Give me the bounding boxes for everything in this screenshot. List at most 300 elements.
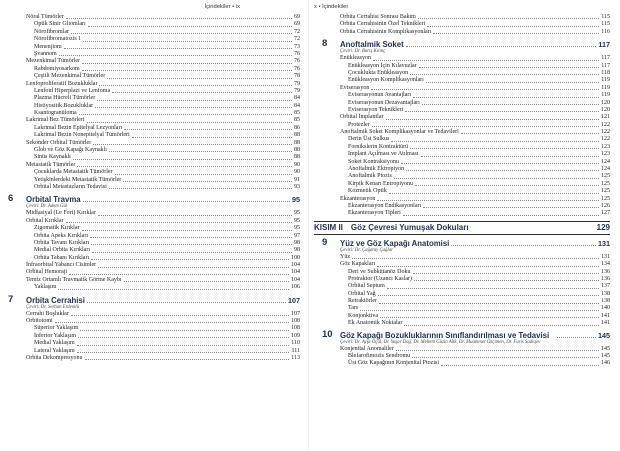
chapter-translator: Çeviri: Dr. Çağatay Çağlar xyxy=(340,247,394,253)
toc-entry-page-number: 116 xyxy=(601,28,610,35)
toc-entry-title: Konjonktiva xyxy=(348,312,378,319)
dot-leader xyxy=(414,279,599,281)
toc-entry[interactable] xyxy=(340,85,610,92)
chapter-number: 7 xyxy=(8,293,14,305)
toc-entry-page-number: 111 xyxy=(291,347,300,354)
toc-entry-page-number: 84 xyxy=(294,102,300,109)
dot-leader xyxy=(92,251,292,253)
toc-entry[interactable] xyxy=(26,88,300,95)
toc-entry-title: Orbita Cerrahisinin Özel Teknikleri xyxy=(340,21,426,28)
toc-entry-title: Orbital Kırıklar xyxy=(26,217,64,224)
toc-entry-page-number: 136 xyxy=(601,275,610,282)
toc-entry[interactable] xyxy=(340,298,610,305)
dot-leader xyxy=(410,147,599,149)
toc-entry-page-number: 90 xyxy=(294,169,300,176)
toc-entry-title: Protezler xyxy=(348,121,370,128)
toc-entry[interactable] xyxy=(26,103,300,110)
toc-entry-page-number: 141 xyxy=(601,312,610,319)
toc-entry-title: Tars xyxy=(348,305,359,312)
toc-entry-page-number: 95 xyxy=(294,225,300,232)
toc-entry[interactable] xyxy=(26,325,300,332)
dot-leader xyxy=(98,214,292,216)
toc-entry-title: Lenfoid Hiperplazi ve Lenfoma xyxy=(34,87,111,94)
toc-entry-title: Eviserasyon xyxy=(340,84,370,91)
dot-leader xyxy=(401,162,599,164)
toc-entry[interactable] xyxy=(340,360,610,367)
toc-entry-title: Retraktörler xyxy=(348,298,377,305)
toc-entry-page-number: 88 xyxy=(294,147,300,154)
toc-entry-title: Lakrimal Bez Tümörleri xyxy=(26,117,85,124)
chapter-page-number: 95 xyxy=(292,195,300,205)
toc-entry[interactable] xyxy=(26,58,300,65)
toc-entry[interactable] xyxy=(26,318,300,325)
toc-entry[interactable] xyxy=(26,21,300,28)
dot-leader xyxy=(82,229,293,231)
toc-entry-title: Çeşitli Mezenkimal Tümörler xyxy=(34,73,106,80)
toc-entry-title: İnfraorbital Yabancı Cisimler xyxy=(26,262,97,269)
dot-leader xyxy=(85,358,290,360)
toc-entry[interactable] xyxy=(26,154,300,161)
chapter-translator: Çeviri: Dr. Adem Gül xyxy=(26,204,68,210)
dot-leader xyxy=(427,25,599,27)
toc-entry-page-number: 138 xyxy=(601,290,610,297)
dot-leader xyxy=(88,25,292,27)
dot-leader xyxy=(59,54,292,56)
dot-leader xyxy=(373,59,599,61)
toc-entry[interactable] xyxy=(26,81,300,88)
toc-entry-page-number: 120 xyxy=(601,106,610,113)
toc-entry[interactable] xyxy=(26,177,300,184)
toc-entry-page-number: 93 xyxy=(294,183,300,190)
dot-leader xyxy=(82,69,292,71)
toc-entry-page-number: 88 xyxy=(294,132,300,139)
toc-entry-title: Enükleasyon xyxy=(340,55,371,62)
chapter-10-heading[interactable] xyxy=(322,328,610,340)
toc-entry-title: Lenfoproliferatif Bozukluklar xyxy=(26,80,98,87)
toc-entry[interactable] xyxy=(26,340,300,347)
right-page xyxy=(312,0,620,451)
toc-entry-page-number: 120 xyxy=(601,99,610,106)
left-running-header: İçindekiler • ix xyxy=(204,4,240,10)
toc-entry-page-number: 140 xyxy=(601,305,610,312)
toc-list xyxy=(26,311,300,363)
toc-entry-page-number: 145 xyxy=(601,345,610,352)
toc-entry-title: Anoftalmik Ptozis xyxy=(348,173,392,180)
toc-entry[interactable] xyxy=(340,29,610,36)
dot-leader xyxy=(124,128,292,130)
toc-entry[interactable] xyxy=(340,181,610,188)
toc-entry-title: Zigomatik Kırıklar xyxy=(34,225,80,232)
toc-entry-page-number: 134 xyxy=(601,261,610,268)
dot-leader xyxy=(109,150,292,152)
dot-leader xyxy=(419,66,600,68)
toc-entry[interactable] xyxy=(340,100,610,107)
toc-entry[interactable] xyxy=(26,66,300,73)
toc-list xyxy=(340,55,610,218)
toc-entry-page-number: 79 xyxy=(294,87,300,94)
dot-leader xyxy=(421,155,600,157)
dot-leader xyxy=(132,136,292,138)
toc-entry[interactable] xyxy=(26,73,300,80)
dot-leader xyxy=(371,88,599,90)
toc-entry-page-number: 124 xyxy=(601,166,610,173)
chapter-translator: Çeviri: Dr. Barış Kılınç xyxy=(340,49,386,55)
dot-leader xyxy=(451,244,596,246)
dot-leader xyxy=(423,206,599,208)
dot-leader xyxy=(372,125,599,127)
toc-entry[interactable] xyxy=(340,346,610,353)
toc-entry[interactable] xyxy=(26,210,300,217)
toc-entry-title: Temiz Ortamlı Travmatik Görme Kaybı xyxy=(26,276,122,283)
toc-entry-page-number: 137 xyxy=(601,283,610,290)
toc-entry-title: Ekzanterasyon Tipleri xyxy=(348,210,401,217)
toc-entry-title: Plazma Hücreli Tümörler xyxy=(34,95,96,102)
chapter-7-heading[interactable] xyxy=(8,293,300,305)
toc-entry-title: Midfasiyal (Le Fort) Kırıklar xyxy=(26,210,96,217)
chapter-page-number: 107 xyxy=(288,295,300,305)
toc-entry-title: Ksantogranüloma xyxy=(34,110,77,117)
toc-entry-page-number: 138 xyxy=(601,298,610,305)
part-label: KISIM II xyxy=(314,223,343,233)
toc-entry[interactable] xyxy=(26,355,300,362)
toc-entry[interactable] xyxy=(26,36,300,43)
toc-entry[interactable] xyxy=(340,196,610,203)
dot-leader xyxy=(413,272,600,274)
toc-entry-title: Kozmetik Optik xyxy=(348,188,387,195)
dot-leader xyxy=(77,351,290,353)
dot-leader xyxy=(406,169,599,171)
toc-entry-page-number: 125 xyxy=(601,188,610,195)
toc-entry-title: Eviserasyon Teknikleri xyxy=(348,106,404,113)
toc-entry-page-number: 108 xyxy=(291,318,300,325)
toc-entry[interactable] xyxy=(340,55,610,62)
dot-leader xyxy=(404,324,599,326)
toc-entry[interactable] xyxy=(26,140,300,147)
toc-entry-page-number: 125 xyxy=(601,195,610,202)
toc-entry[interactable] xyxy=(340,269,610,276)
dot-leader xyxy=(112,91,292,93)
toc-entry[interactable] xyxy=(340,276,610,283)
dot-leader xyxy=(461,132,599,134)
dot-leader xyxy=(109,187,292,189)
toc-entry[interactable] xyxy=(26,14,300,21)
toc-entry-page-number: 126 xyxy=(601,202,610,209)
toc-entry[interactable] xyxy=(340,210,610,217)
toc-entry[interactable] xyxy=(340,63,610,70)
toc-list xyxy=(26,210,300,291)
toc-entry-page-number: 79 xyxy=(294,80,300,87)
toc-entry[interactable] xyxy=(340,203,610,210)
toc-entry[interactable] xyxy=(26,218,300,225)
toc-entry-page-number: 85 xyxy=(294,117,300,124)
dot-leader xyxy=(99,84,292,86)
dot-leader xyxy=(377,199,599,201)
dot-leader xyxy=(426,81,599,83)
toc-entry[interactable] xyxy=(26,132,300,139)
dot-leader xyxy=(441,364,599,366)
toc-entry[interactable] xyxy=(340,313,610,320)
toc-entry-title: Medial Orbita Kırıkları xyxy=(34,247,90,254)
dot-leader xyxy=(387,287,599,289)
toc-entry-title: Kirpik Kenarı Entropiyonu xyxy=(348,180,413,187)
toc-entry-page-number: 106 xyxy=(291,284,300,291)
toc-entry[interactable] xyxy=(340,114,610,121)
toc-entry-title: Orbita Cerrahisi Sonrası Bakım xyxy=(340,13,416,20)
toc-entry-page-number: 72 xyxy=(294,28,300,35)
toc-entry-title: Üst Göz Kapağının Konjenital Ptozisi xyxy=(348,360,439,367)
toc-entry[interactable] xyxy=(340,21,610,28)
dot-leader xyxy=(352,257,599,259)
toc-entry-title: Nöral Tümörler xyxy=(26,13,64,20)
dot-leader xyxy=(73,158,292,160)
toc-entry[interactable] xyxy=(340,151,610,158)
chapter-translator: Çeviri: Dr. Ayşe Öçal, Dr. Yaşar Dağ, Dr. Meltem Güzin Altk, Dr. Muammer Özçimen, Dr. Faris Sadiqov xyxy=(340,339,541,345)
toc-entry-page-number: 72 xyxy=(294,36,300,43)
toc-entry[interactable] xyxy=(26,184,300,191)
toc-entry-title: Cerrahi Boşluklar xyxy=(26,310,69,317)
toc-entry-page-number: 88 xyxy=(294,139,300,146)
toc-entry[interactable] xyxy=(26,255,300,262)
toc-entry-page-number: 117 xyxy=(601,62,610,69)
toc-entry-title: Sekonder Orbital Tümörler xyxy=(26,139,92,146)
dot-leader xyxy=(403,214,599,216)
toc-entry[interactable] xyxy=(26,44,300,51)
toc-entry[interactable] xyxy=(26,247,300,254)
toc-entry[interactable] xyxy=(26,270,300,277)
toc-entry-page-number: 145 xyxy=(601,353,610,360)
toc-entry[interactable] xyxy=(26,110,300,117)
toc-entry-page-number: 119 xyxy=(601,77,610,84)
dot-leader xyxy=(71,32,292,34)
toc-entry[interactable] xyxy=(26,233,300,240)
toc-entry-page-number: 123 xyxy=(601,143,610,150)
toc-entry[interactable] xyxy=(26,262,300,269)
toc-entry[interactable] xyxy=(26,125,300,132)
dot-leader xyxy=(66,221,293,223)
toc-entry-page-number: 113 xyxy=(291,355,300,361)
toc-entry-title: Yüz xyxy=(340,253,350,260)
toc-entry-page-number: 97 xyxy=(294,232,300,239)
page-gutter xyxy=(308,0,309,451)
dot-leader xyxy=(77,165,292,167)
dot-leader xyxy=(405,110,599,112)
toc-entry-page-number: 90 xyxy=(294,161,300,168)
toc-entry-title: Glob ve Göz Kapağı Kaynaklı xyxy=(34,147,107,154)
dot-leader xyxy=(379,302,599,304)
toc-entry-page-number: 110 xyxy=(291,340,300,347)
toc-entry-page-number: 108 xyxy=(291,325,300,332)
toc-entry-title: Orbita Dekompresyonu xyxy=(26,355,83,361)
right-running-header: x • İçindekiler xyxy=(314,4,349,10)
toc-entry[interactable] xyxy=(26,169,300,176)
toc-entry[interactable] xyxy=(340,136,610,143)
toc-entry-page-number: 88 xyxy=(294,154,300,161)
dot-leader xyxy=(394,177,599,179)
toc-entry[interactable] xyxy=(26,147,300,154)
toc-entry-page-number: 78 xyxy=(294,73,300,80)
toc-entry-page-number: 98 xyxy=(294,247,300,254)
dot-leader xyxy=(66,17,292,19)
toc-entry[interactable] xyxy=(340,283,610,290)
dot-leader xyxy=(406,45,597,47)
toc-entry[interactable] xyxy=(340,254,610,261)
toc-entry-title: İmplant Açılması ve Atılması xyxy=(348,151,419,158)
toc-entry[interactable] xyxy=(26,277,300,284)
dot-leader xyxy=(413,96,599,98)
toc-entry-page-number: 123 xyxy=(601,151,610,158)
toc-entry-page-number: 122 xyxy=(601,136,610,143)
dot-leader xyxy=(433,32,599,34)
toc-entry[interactable] xyxy=(26,240,300,247)
toc-entry-page-number: 141 xyxy=(601,320,610,327)
dot-leader xyxy=(107,77,292,79)
dot-leader xyxy=(83,200,290,202)
toc-entry[interactable] xyxy=(26,51,300,58)
toc-entry-title: Ekzanterasyon xyxy=(340,195,376,202)
toc-entry-page-number: 69 xyxy=(294,13,300,20)
chapter-page-number: 117 xyxy=(598,40,610,50)
toc-entry[interactable] xyxy=(26,284,300,291)
toc-entry-title: Nörofibromlar xyxy=(34,28,69,35)
toc-entry-page-number: 115 xyxy=(601,21,610,28)
toc-entry-title: Şvannom xyxy=(34,50,57,57)
toc-entry-title: Ekzanterasyon Endikasyonları xyxy=(348,202,422,209)
toc-entry[interactable] xyxy=(340,320,610,327)
chapter-number: 8 xyxy=(322,38,328,50)
chapter-number: 6 xyxy=(8,193,14,205)
toc-entry[interactable] xyxy=(26,162,300,169)
toc-entry-title: Nörofibromatozis 1 xyxy=(34,36,82,43)
dot-leader xyxy=(79,113,292,115)
toc-entry-title: Soket Kontraksiyonu xyxy=(348,158,399,165)
chapter-title: Yüz ve Göz Kapağı Anatomisi xyxy=(340,238,450,248)
toc-entry[interactable] xyxy=(340,159,610,166)
chapter-page-number: 131 xyxy=(598,238,610,248)
chapter-title: Anoftalmik Soket xyxy=(340,40,404,50)
toc-entry-page-number: 117 xyxy=(601,55,610,62)
toc-entry-title: Anoftalmik Soket Komplikasyonlar ve Tedavileri xyxy=(340,129,459,136)
toc-entry[interactable] xyxy=(26,311,300,318)
dot-leader xyxy=(124,280,289,282)
toc-entry-title: Orbita Apeks Kırıkları xyxy=(34,232,88,239)
toc-entry-title: Orbita Tabanı Kırıkları xyxy=(34,254,90,261)
toc-entry-page-number: 107 xyxy=(291,310,300,317)
toc-entry-page-number: 98 xyxy=(294,239,300,246)
toc-entry[interactable] xyxy=(26,117,300,124)
dot-leader xyxy=(410,73,599,75)
chapter-6-heading[interactable] xyxy=(8,193,300,205)
chapter-title: Orbital Travma xyxy=(26,195,81,205)
toc-entry-page-number: 118 xyxy=(601,69,610,76)
dot-leader xyxy=(64,47,292,49)
toc-entry-title: Ek Anatomik Noktalar xyxy=(348,320,403,327)
dot-leader xyxy=(87,301,286,303)
dot-leader xyxy=(386,118,600,120)
dot-leader xyxy=(378,294,599,296)
toc-entry-title: Orbital Septum xyxy=(348,283,385,290)
toc-entry[interactable] xyxy=(340,122,610,129)
toc-entry-title: Orbital İmplantlar xyxy=(340,114,384,121)
toc-entry-page-number: 131 xyxy=(601,253,610,260)
dot-leader xyxy=(91,243,292,245)
dot-leader xyxy=(69,273,289,275)
toc-entry-page-number: 109 xyxy=(291,332,300,339)
dot-leader xyxy=(389,192,599,194)
toc-entry-page-number: 95 xyxy=(294,217,300,224)
toc-entry[interactable] xyxy=(340,261,610,268)
toc-entry-page-number: 122 xyxy=(601,129,610,136)
toc-list xyxy=(340,346,610,368)
dot-leader xyxy=(95,106,292,108)
toc-entry-page-number: 124 xyxy=(601,158,610,165)
dot-leader xyxy=(71,314,289,316)
toc-entry-title: Medial Yaklaşım xyxy=(34,340,75,347)
chapter-9-heading[interactable] xyxy=(322,236,610,248)
toc-entry-page-number: 125 xyxy=(601,180,610,187)
dot-leader xyxy=(418,17,599,19)
toc-entry-title: Lateral Yaklaşım xyxy=(34,347,75,354)
dot-leader xyxy=(412,356,599,358)
toc-entry-page-number: 95 xyxy=(294,210,300,217)
toc-entry-title: Protraktor (Uzancı Kaslar) xyxy=(348,275,412,282)
dot-leader xyxy=(97,99,292,101)
toc-entry[interactable] xyxy=(340,77,610,84)
dot-leader xyxy=(360,309,599,311)
dot-leader xyxy=(83,40,292,42)
toc-entry[interactable] xyxy=(26,95,300,102)
dot-leader xyxy=(90,236,292,238)
toc-entry[interactable] xyxy=(340,291,610,298)
toc-entry[interactable] xyxy=(340,306,610,313)
toc-entry-page-number: 115 xyxy=(601,13,610,20)
toc-entry[interactable] xyxy=(340,188,610,195)
toc-entry-title: Menenjiom xyxy=(34,43,62,50)
toc-entry-title: Enükleasyon Komplikasyonları xyxy=(348,77,424,84)
chapter-number: 9 xyxy=(322,236,328,248)
toc-entry[interactable] xyxy=(340,173,610,180)
toc-entry-title: Fornikslerin Kontraktürü xyxy=(348,143,409,150)
toc-entry-title: Histiyositik Bozukluklar xyxy=(34,102,94,109)
chapter-8-heading[interactable] xyxy=(322,38,610,50)
toc-entry[interactable] xyxy=(26,348,300,355)
toc-entry-page-number: 86 xyxy=(294,124,300,131)
chapter-title: Orbita Cerrahisi xyxy=(26,295,85,305)
toc-entry-title: Anoftalmik Ektropiyon xyxy=(348,166,405,173)
dot-leader xyxy=(87,121,292,123)
toc-entry-title: Sinüs Kaynaklı xyxy=(34,154,71,161)
toc-entry[interactable] xyxy=(26,333,300,340)
left-page xyxy=(0,0,306,451)
toc-entry[interactable] xyxy=(26,225,300,232)
toc-entry-page-number: 119 xyxy=(601,84,610,91)
toc-entry-title: Derin Üst Sulkus xyxy=(348,136,390,143)
dot-leader xyxy=(391,140,599,142)
toc-entry-page-number: 121 xyxy=(601,114,610,121)
toc-entry-title: Lakrimal Bezin Epitelyal Lezyonları xyxy=(34,124,123,131)
dot-leader xyxy=(396,349,599,351)
toc-entry-page-number: 76 xyxy=(294,58,300,65)
chapter-page-number: 145 xyxy=(598,330,610,340)
toc-entry[interactable] xyxy=(340,70,610,77)
toc-entry-title: Orbital Hemoraji xyxy=(26,269,68,276)
toc-entry[interactable] xyxy=(340,92,610,99)
part-heading[interactable] xyxy=(314,221,610,235)
part-page-number: 129 xyxy=(596,223,610,233)
dot-leader xyxy=(98,266,289,268)
toc-entry-title: Eviserasyonun Dezavantajları xyxy=(348,99,420,106)
toc-entry-page-number: 136 xyxy=(601,268,610,275)
toc-entry-title: Optik Sinir Gliomları xyxy=(34,21,86,28)
